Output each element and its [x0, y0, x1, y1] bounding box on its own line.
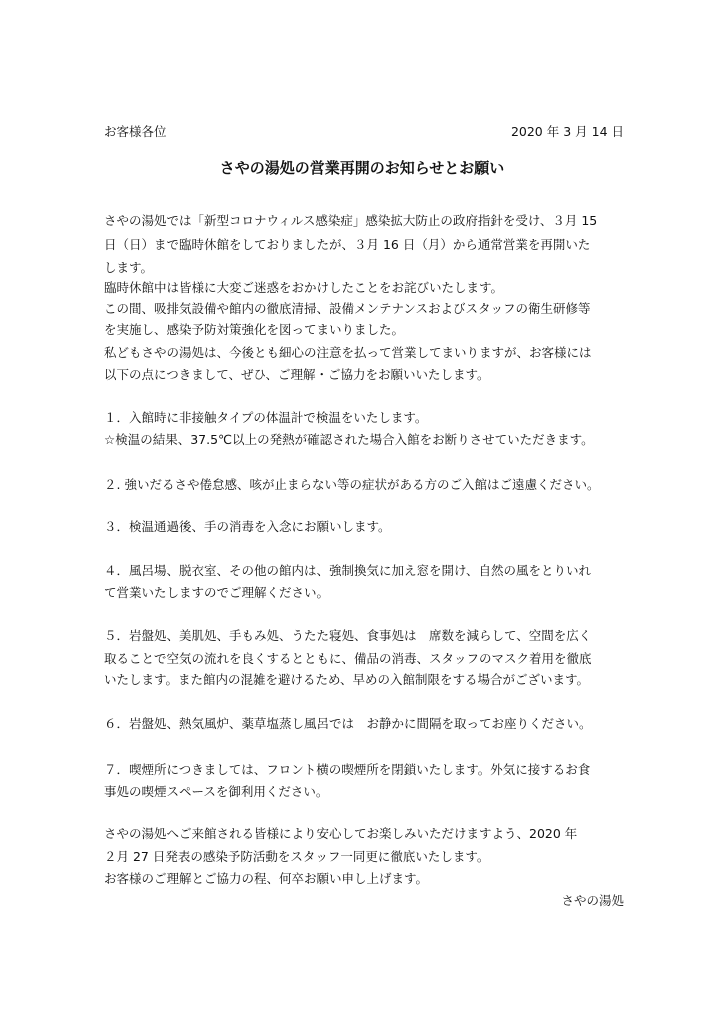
intro-line: さやの湯処では「新型コロナウィルス感染症」感染拡大防止の政府指針を受け、３月 15 [104, 213, 598, 228]
intro-line: を実施し、感染予防対策強化を図ってまいりました。 [104, 322, 405, 337]
intro-line: 私どもさやの湯処は、今後とも細心の注意を払って営業してまいりますが、お客様には [104, 345, 592, 360]
list-item-1: １．入館時に非接触タイプの体温計で検温をいたします。 [104, 410, 428, 425]
intro-line: この間、吸排気設備や館内の徹底清掃、設備メンテナンスおよびスタッフの衛生研修等 [104, 301, 591, 316]
list-item-5: ５．岩盤処、美肌処、手もみ処、うたた寝処、食事処は 席数を減らして、空間を広く [104, 628, 592, 643]
intro-line: 日（日）まで臨時休館をしておりましたが、３月 16 日（月）から通常営業を再開いた [104, 237, 591, 252]
list-item-4: ４．風呂場、脱衣室、その他の館内は、強制換気に加え窓を開け、自然の風をとりいれ [104, 563, 592, 578]
closing-line: ２月 27 日発表の感染予防活動をスタッフ一同更に徹底いたします。 [104, 849, 490, 864]
date: 2020 年 3 月 14 日 [510, 124, 624, 139]
list-item-6: ６．岩盤処、熱気風炉、薬草塩蒸し風呂では お静かに間隔を取ってお座りください。 [104, 716, 592, 731]
list-item-5: 取ることで空気の流れを良くするとともに、備品の消毒、スタッフのマスク着用を徹底 [104, 651, 592, 666]
list-item-7: ７．喫煙所につきましては、フロント横の喫煙所を閉鎖いたします。外気に接するお食 [104, 762, 591, 777]
intro-line: 臨時休館中は皆様に大変ご迷惑をおかけしたことをお詫びいたします。 [104, 280, 504, 295]
list-item-3: ３．検温通過後、手の消毒を入念にお願いします。 [104, 519, 391, 534]
list-item-4: て営業いたしますのでご理解ください。 [104, 585, 330, 600]
list-item-7: 事処の喫煙スペースを御利用ください。 [104, 784, 329, 799]
intro-line: します。 [104, 260, 154, 275]
closing-line: さやの湯処へご来館される皆様により安心してお楽しみいただけますよう、2020 年 [104, 826, 578, 841]
closing-line: お客様のご理解とご協力の程、何卒お願い申し上げます。 [104, 871, 429, 886]
addressee: お客様各位 [104, 124, 167, 139]
list-item-2: ２. 強いだるさや倦怠感、咳が止まらない等の症状がある方のご入館はご遠慮ください。 [104, 477, 600, 492]
intro-line: 以下の点につきまして、ぜひ、ご理解・ご協力をお願いいたします。 [104, 367, 490, 382]
list-item-5: いたします。また館内の混雑を避けるため、早めの入館制限をする場合がございます。 [104, 672, 590, 687]
list-item-1-note: ☆検温の結果、37.5℃以上の発熱が確認された場合入館をお断りさせていただきます。 [104, 432, 594, 447]
page-title: さやの湯処の営業再開のお知らせとお願い [219, 159, 505, 177]
signature: さやの湯処 [561, 893, 624, 908]
